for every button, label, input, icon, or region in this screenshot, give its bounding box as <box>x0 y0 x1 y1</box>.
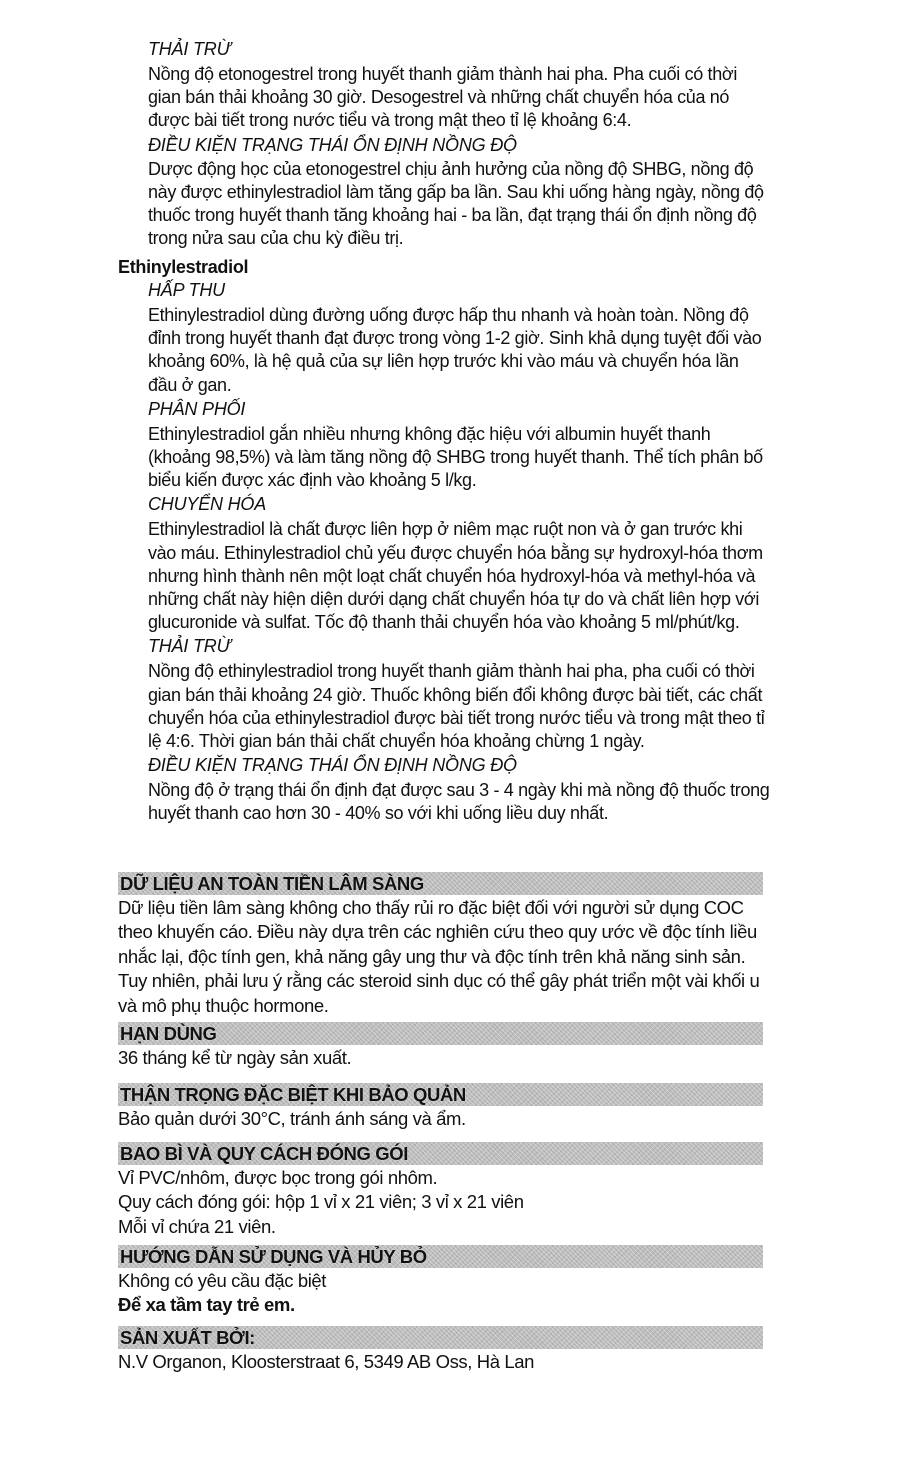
ethinylestradiol-elimination-heading: THẢI TRỪ <box>148 636 231 657</box>
packaging-heading: BAO BÌ VÀ QUY CÁCH ĐÓNG GÓI <box>120 1142 408 1164</box>
ethinylestradiol-steady-state-heading: ĐIỀU KIỆN TRẠNG THÁI ỔN ĐỊNH NỒNG ĐỘ <box>148 755 517 776</box>
manufacturer-section <box>0 1326 766 1374</box>
storage-text: Bảo quản dưới 30°C, tránh ánh sáng và ẩm. <box>118 1108 466 1129</box>
absorption-text: Ethinylestradiol dùng đường uống được hấp thu nhanh và hoàn toàn. Nồng độ đỉnh trong huyết thanh đạt được trong vòng 1-2 giờ. Sinh khả dụng tuyệt đối vào khoảng 60%, là hệ quả của sự liên hợp trước khi vào máu và chuyển hóa lần đầu ở gan. <box>148 305 762 395</box>
ethinylestradiol-section <box>0 256 772 826</box>
etonogestrel-steady-state-text: Dược động học của etonogestrel chịu ảnh hưởng của nồng độ SHBG, nồng độ này được ethinylestradiol làm tăng gấp ba lần. Sau khi uống hàng ngày, nồng độ thuốc trong huyết thanh tăng khoảng hai - ba lần, đạt trạng thái ổn định nồng độ trong nửa sau của chu kỳ điều trị. <box>148 158 764 249</box>
metabolism-heading: CHUYỂN HÓA <box>148 494 267 515</box>
preclinical-section <box>0 872 766 1018</box>
ethinylestradiol-title: Ethinylestradiol <box>118 257 249 277</box>
packaging-section <box>0 1142 766 1239</box>
ethinylestradiol-elimination-text: Nồng độ ethinylestradiol trong huyết thanh giảm thành hai pha, pha cuối có thời gian bán thải khoảng 24 giờ. Thuốc không biến đổi không được bài tiết, các chất chuyển hóa của ethinylestradiol được bài tiết trong nước tiểu và trong mật theo tỉ lệ 4:6. Thời gian bán thải chất chuyển hóa khoảng chừng 1 ngày. <box>148 661 765 752</box>
absorption-heading: HẤP THU <box>148 280 225 300</box>
etonogestrel-steady-state-heading: ĐIỀU KIỆN TRẠNG THÁI ỔN ĐỊNH NỒNG ĐỘ <box>148 134 517 155</box>
manufacturer-heading-band <box>118 1326 763 1349</box>
metabolism-text: Ethinylestradiol là chất được liên hợp ở niêm mạc ruột non và ở gan trước khi vào máu. Ethinylestradiol chủ yếu được chuyển hóa bằng sự hydroxyl-hóa thơm nhưng hình thành nên một loạt chất chuyển hóa hydroxyl-hóa và methyl-hóa và những chất này hiện diện dưới dạng chất chuyển hóa tự do và chất liên hợp với glucuronide và sulfat. Tốc độ thanh thải chuyển hóa vào khoảng 5 ml/phút/kg. <box>148 519 763 633</box>
shelf-life-heading: HẠN DÙNG <box>120 1022 217 1044</box>
etonogestrel-section <box>0 38 772 250</box>
shelf-life-text: 36 tháng kể từ ngày sản xuất. <box>118 1047 352 1068</box>
storage-heading: THẬN TRỌNG ĐẶC BIỆT KHI BẢO QUẢN <box>120 1083 466 1105</box>
preclinical-heading: DỮ LIỆU AN TOÀN TIỀN LÂM SÀNG <box>120 872 424 894</box>
distribution-text: Ethinylestradiol gắn nhiều nhưng không đặc hiệu với albumin huyết thanh (khoảng 98,5%) và làm tăng nồng độ SHBG trong huyết thanh. Thể tích phân bố biểu kiến được xác định vào khoảng 5 l/kg. <box>148 423 763 491</box>
storage-section <box>0 1083 766 1131</box>
packaging-line-2: Quy cách đóng gói: hộp 1 vỉ x 21 viên; 3 vỉ x 21 viên <box>118 1191 524 1213</box>
disposal-section <box>0 1245 766 1318</box>
storage-heading-band <box>118 1083 763 1106</box>
distribution-heading: PHÂN PHỐI <box>148 398 246 419</box>
manufacturer-text: N.V Organon, Kloosterstraat 6, 5349 AB Oss, Hà Lan <box>118 1351 535 1372</box>
ethinylestradiol-steady-state-text: Nồng độ ở trạng thái ổn định đạt được sau 3 - 4 ngày khi mà nồng độ thuốc trong huyết thanh cao hơn 30 - 40% so với khi uống liều duy nhất. <box>148 780 770 824</box>
disposal-line-1: Không có yêu cầu đặc biệt <box>118 1270 327 1291</box>
shelf-life-section <box>0 1022 766 1070</box>
disposal-heading-band <box>118 1245 763 1268</box>
etonogestrel-elimination-text: Nồng độ etonogestrel trong huyết thanh giảm thành hai pha. Pha cuối có thời gian bán thải khoảng 30 giờ. Desogestrel và những chất chuyển hóa của nó được bài tiết trong nước tiểu và trong mật theo tỉ lệ khoảng 6:4. <box>148 64 737 131</box>
disposal-heading: HƯỚNG DẪN SỬ DỤNG VÀ HỦY BỎ <box>120 1245 427 1267</box>
packaging-line-1: Vỉ PVC/nhôm, được bọc trong gói nhôm. <box>118 1167 438 1188</box>
packaging-heading-band <box>118 1142 763 1165</box>
shelf-life-heading-band <box>118 1022 763 1045</box>
preclinical-heading-band <box>118 872 763 895</box>
keep-away-from-children-text: Để xa tầm tay trẻ em. <box>118 1294 295 1316</box>
preclinical-text: Dữ liệu tiền lâm sàng không cho thấy rủi ro đặc biệt đối với người sử dụng COC theo khuyến cáo. Điều này dựa trên các nghiên cứu theo quy ước về độc tính liều nhắc lại, độc tính gen, khả năng gây ung thư và độc tính trên khả năng sinh sản. Tuy nhiên, phải lưu ý rằng các steroid sinh dục có thể gây phát triển một vài khối u và mô phụ thuộc hormone. <box>118 897 760 1016</box>
etonogestrel-elimination-heading: THẢI TRỪ <box>148 39 231 59</box>
packaging-line-3: Mỗi vỉ chứa 21 viên. <box>118 1215 276 1237</box>
manufacturer-heading: SẢN XUẤT BỞI: <box>120 1326 255 1348</box>
